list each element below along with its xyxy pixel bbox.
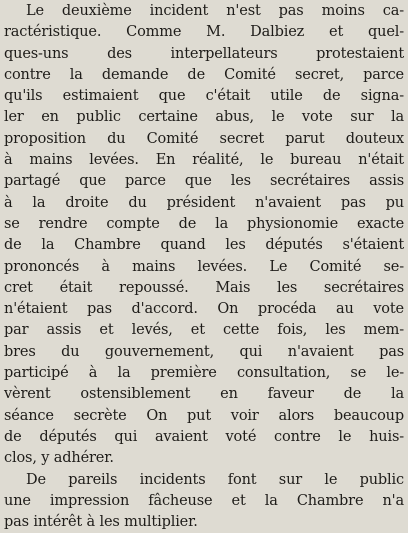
- text-line: contre la demande de Comité secret, parce: [4, 66, 404, 83]
- article-body: [4, 1, 404, 533]
- text-line: Le deuxième incident n'est pas moins ca-: [26, 3, 404, 19]
- text-line: bres du gouvernement, qui n'avaient pas: [4, 343, 404, 360]
- text-line: ractéristique. Comme M. Dalbiez et quel-: [4, 24, 404, 41]
- text-line: à la droite du président n'avaient pas pu: [4, 194, 404, 211]
- text-line: ques-uns des interpellateurs protestaient: [4, 45, 404, 62]
- text-line: participé à la première consultation, se le-: [4, 365, 404, 382]
- text-line: partagé que parce que les secrétaires assis: [4, 173, 404, 190]
- text-line: de députés qui avaient voté contre le huis-: [4, 428, 404, 445]
- text-line: proposition du Comité secret parut douteux: [4, 130, 404, 147]
- paragraph-1: [4, 1, 404, 470]
- text-line: prononcés à mains levées. Le Comité se-: [4, 258, 404, 275]
- text-line: par assis et levés, et cette fois, les mem-: [4, 322, 404, 339]
- text-line: vèrent ostensiblement en faveur de la: [4, 386, 404, 403]
- text-line: une impression fâcheuse et la Chambre n'a: [4, 492, 404, 509]
- text-line: à mains levées. En réalité, le bureau n'était: [4, 152, 404, 169]
- text-line: se rendre compte de la physionomie exacte: [4, 215, 404, 232]
- text-line: clos, y adhérer.: [4, 450, 114, 467]
- text-line: pas intérêt à les multiplier.: [4, 514, 198, 531]
- text-line: De pareils incidents font sur le public: [26, 471, 404, 488]
- paragraph-2: [4, 470, 404, 533]
- text-line: ler en public certaine abus, le vote sur la: [4, 109, 404, 126]
- text-line: qu'ils estimaient que c'était utile de signa-: [4, 88, 404, 105]
- text-line: cret était repoussé. Mais les secrétaires: [4, 279, 404, 296]
- text-line: n'étaient pas d'accord. On procéda au vote: [4, 301, 404, 318]
- text-line: séance secrète On put voir alors beaucoup: [4, 407, 404, 424]
- text-line: de la Chambre quand les députés s'étaient: [4, 237, 404, 254]
